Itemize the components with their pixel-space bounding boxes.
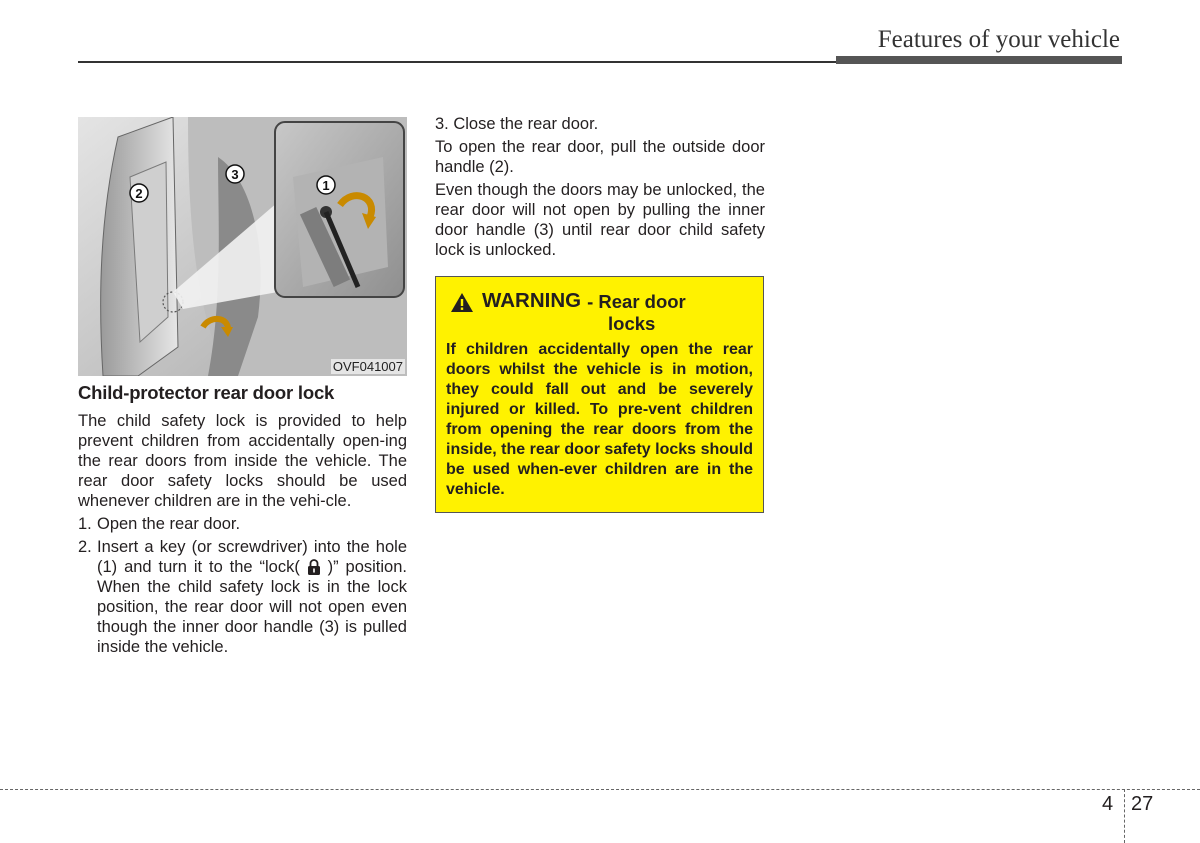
svg-text:3: 3 — [231, 167, 239, 182]
header-bar — [836, 56, 1122, 64]
callout-3 — [226, 165, 244, 183]
right-column — [435, 114, 765, 513]
intro-paragraph: The child safety lock is provided to help prevent children from accidentally open-ing the rear doors from inside the vehicle. The rear door safety locks should be used whenever children are in the vehi-cle. — [78, 412, 407, 510]
warning-box — [435, 276, 764, 513]
callout-1 — [317, 176, 335, 194]
step-3: 3. Close the rear door. — [435, 115, 599, 133]
step-number: 1. — [78, 515, 92, 533]
page-header-title: Features of your vehicle — [877, 26, 1120, 53]
section-title: Child-protector rear door lock — [78, 382, 335, 403]
header-rule — [78, 61, 836, 63]
unlocked-paragraph: Even though the doors may be unlocked, the rear door will not open by pulling the inner door handle (3) until rear door child safety lock is unlocked. — [435, 181, 765, 259]
warning-triangle-icon — [450, 292, 474, 313]
step-text-after: )” position. When the child safety lock is in the lock position, the rear door will not open even though the inner door handle (3) is pulled inside the vehicle. — [97, 558, 407, 656]
footer-rule — [0, 789, 1200, 790]
svg-text:2: 2 — [135, 186, 143, 201]
step-number: 2. — [78, 538, 92, 556]
step-text-before: Insert a key (or screwdriver) into the hole (1) and turn it to the “lock( — [97, 538, 407, 576]
warning-word: WARNING — [482, 289, 582, 312]
step-1 — [78, 514, 407, 534]
open-door-paragraph: To open the rear door, pull the outside door handle (2). — [435, 138, 765, 176]
svg-text:1: 1 — [322, 178, 330, 193]
warning-heading — [446, 289, 753, 313]
figure-code: OVF041007 — [332, 359, 403, 374]
step-text: Open the rear door. — [97, 515, 241, 533]
warning-subject — [587, 289, 686, 313]
child-lock-illustration — [78, 117, 407, 376]
warning-subject-line2: locks — [608, 313, 656, 334]
warning-body: If children accidentally open the rear doors whilst the vehicle is in motion, they could fall out and be severely injured or killed. To pre-vent children from opening the rear doors from the inside, the rear door safety locks should be used when-ever children are in the vehicle. — [446, 341, 753, 498]
callout-2 — [130, 184, 148, 202]
step-2 — [78, 537, 407, 657]
warning-subject-line1: - Rear door — [587, 291, 686, 312]
left-column — [78, 382, 407, 660]
chapter-number: 4 — [1102, 793, 1114, 815]
footer-divider — [1124, 789, 1125, 843]
padlock-icon — [307, 559, 321, 575]
step-text — [97, 537, 407, 657]
page-number: 27 — [1131, 793, 1154, 815]
